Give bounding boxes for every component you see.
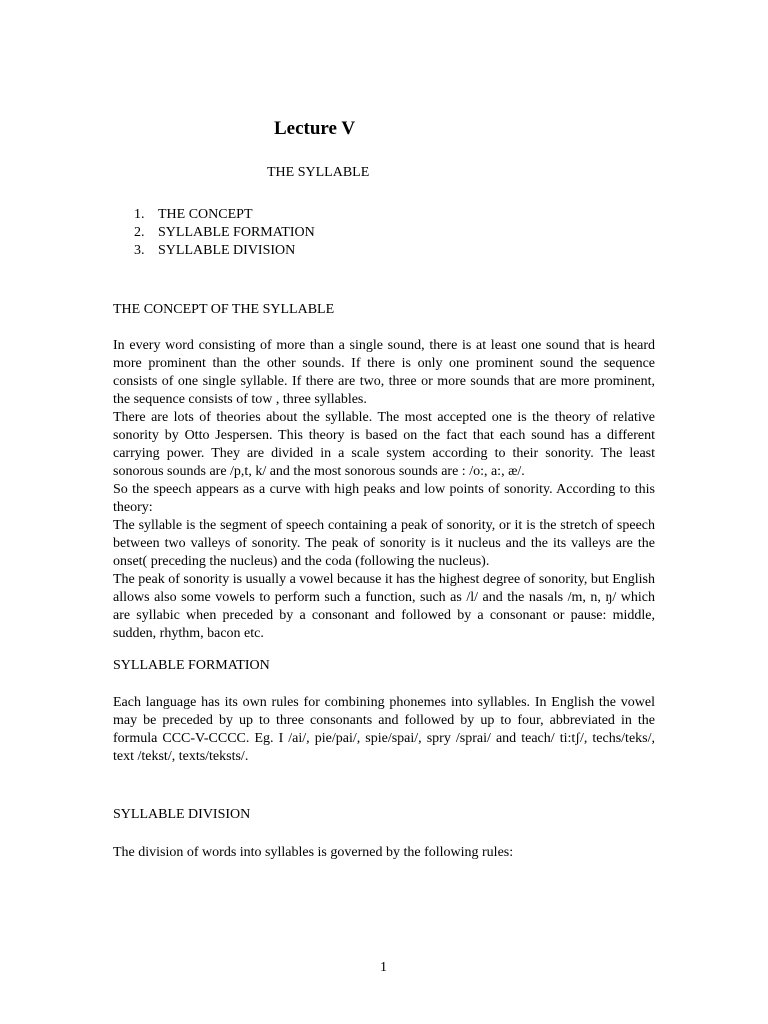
section-heading-division: SYLLABLE DIVISION [113,807,251,822]
toc-item-label: SYLLABLE FORMATION [158,225,315,240]
section-heading-concept: THE CONCEPT OF THE SYLLABLE [113,302,335,317]
section-body-division [113,844,655,862]
paragraph: The division of words into syllables is governed by the following rules: [113,845,514,860]
toc-item [134,242,315,260]
toc-item-label: SYLLABLE DIVISION [158,243,296,258]
toc-item [134,206,315,224]
lecture-title: Lecture V [274,118,356,139]
toc-item [134,224,315,242]
page-number: 1 [380,960,387,975]
table-of-contents [134,206,315,260]
paragraph: Each language has its own rules for combining phonemes into syllables. In English the vowel may be preceded by up to three consonants and followed by up to four, abbreviated in the formula CCC-V-CCCC. Eg. I /ai/, pie/pai/, spie/spai/, spry /sprai/ and teach/ ti:tʃ/, techs/teks/, text /tekst/, texts/teksts/. [113,695,655,764]
section-body-concept [113,337,655,643]
paragraph: There are lots of theories about the syllable. The most accepted one is the theory of relative sonority by Otto Jespersen. This theory is based on the fact that each sound has a different carrying power. They are divided in a scale system according to their sonority. The least sonorous sounds are /p,t, k/ and the most sonorous sounds are : /o:, a:, æ/. [113,410,655,479]
toc-item-number: 3. [134,243,145,258]
section-body-formation [113,694,655,766]
toc-item-label: THE CONCEPT [158,207,253,222]
paragraph: The peak of sonority is usually a vowel because it has the highest degree of sonority, but English allows also some vowels to perform such a function, such as /l/ and the nasals /m, n, ŋ/ which are syllabic when preceded by a consonant and followed by a consonant or pause: middle, sudden, rhythm, bacon etc. [113,572,655,641]
section-heading-formation: SYLLABLE FORMATION [113,658,270,673]
paragraph: In every word consisting of more than a single sound, there is at least one sound that is heard more prominent than the other sounds. If there is only one prominent sound the sequence consists of one single syllable. If there are two, three or more sounds that are more prominent, the sequence consists of tow , three syllables. [113,338,655,407]
paragraph: The syllable is the segment of speech containing a peak of sonority, or it is the stretch of speech between two valleys of sonority. The peak of sonority is it nucleus and the its valleys are the onset( preceding the nucleus) and the coda (following the nucleus). [113,518,655,569]
lecture-subtitle: THE SYLLABLE [267,165,370,180]
toc-item-number: 2. [134,225,145,240]
paragraph: So the speech appears as a curve with high peaks and low points of sonority. According to this theory: [113,482,655,515]
toc-item-number: 1. [134,207,145,222]
